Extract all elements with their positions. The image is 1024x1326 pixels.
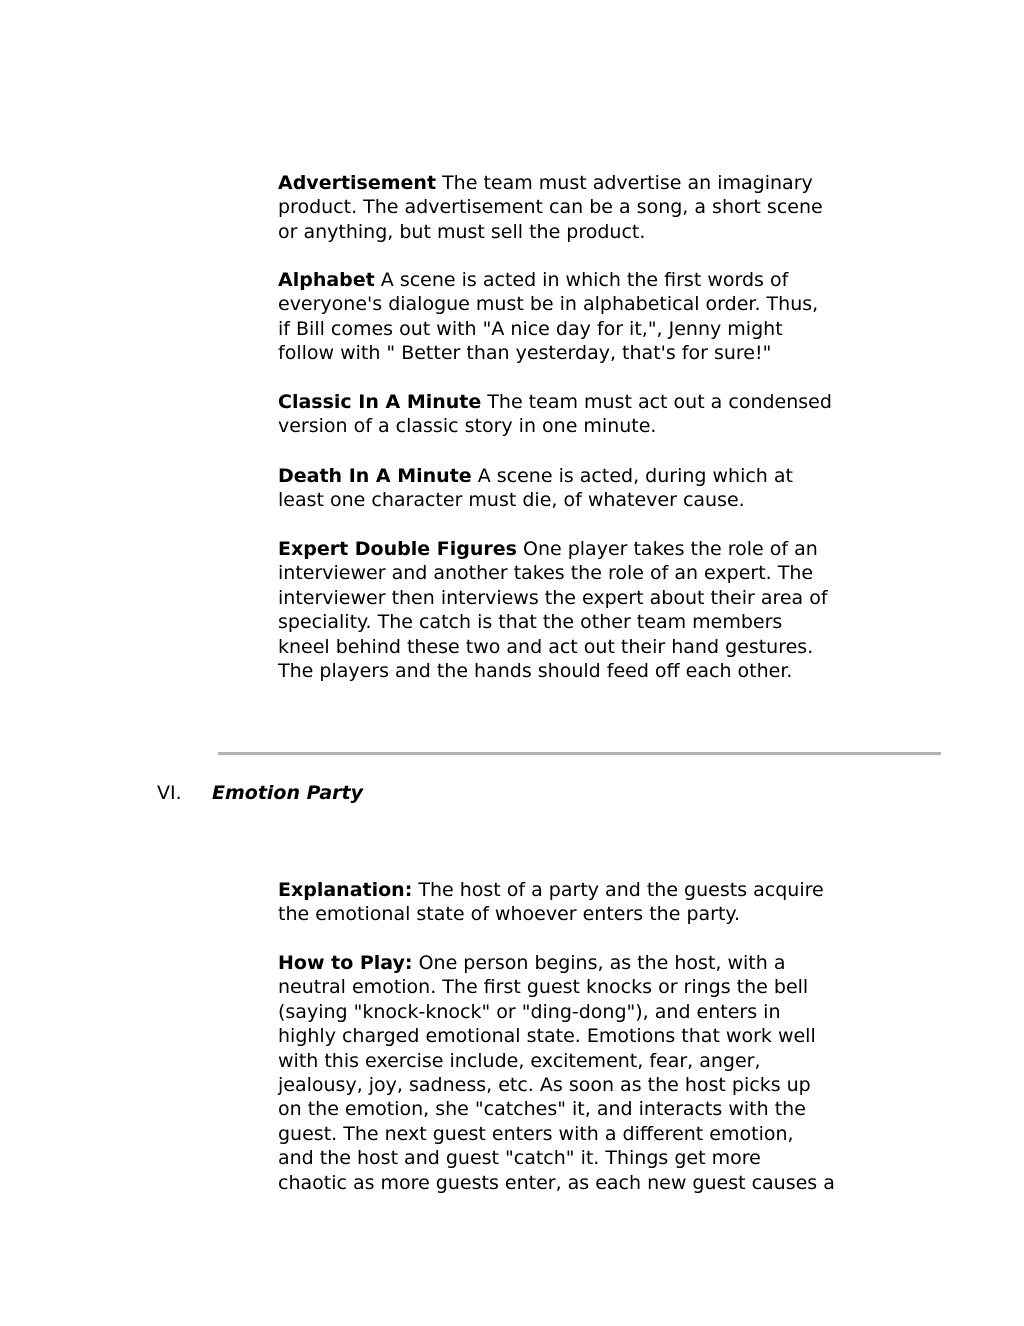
- entry-text: with this exercise include, excitement, fear, anger,: [278, 1049, 761, 1072]
- entry-text: A scene is acted in which the first words of: [374, 269, 789, 291]
- entry-text: jealousy, joy, sadness, etc. As soon as the host picks up: [278, 1074, 811, 1097]
- entry-text: chaotic as more guests enter, as each new guest causes a: [278, 1171, 835, 1194]
- entry-text: the emotional state of whoever enters the party.: [278, 903, 740, 926]
- entry-term: Death In A Minute: [278, 465, 472, 487]
- entry-text: speciality. The catch is that the other team members: [278, 611, 783, 634]
- entry-text: on the emotion, she "catches" it, and interacts with the: [278, 1098, 806, 1121]
- entry-text: least one character must die, of whatever cause.: [278, 489, 745, 512]
- entry-text: kneel behind these two and act out their hand gestures.: [278, 635, 814, 658]
- entry-text: and the host and guest "catch" it. Things get more: [278, 1147, 761, 1170]
- section-title: Emotion Party: [212, 782, 363, 804]
- entry-text: The host of a party and the guests acquire: [412, 879, 824, 901]
- entry-term: Advertisement: [278, 172, 437, 194]
- entry-term: Explanation:: [278, 879, 413, 901]
- entry-text: if Bill comes out with "A nice day for it,", Jenny might: [278, 317, 783, 340]
- entry-text: interviewer then interviews the expert about their area of: [278, 586, 828, 609]
- section-number: VI.: [157, 782, 182, 804]
- entry-text: guest. The next guest enters with a different emotion,: [278, 1122, 794, 1145]
- entry-classic-in-a-minute: [278, 390, 878, 439]
- entry-text: highly charged emotional state. Emotions that work well: [278, 1025, 816, 1048]
- entry-text: The team must act out a condensed: [481, 391, 832, 413]
- entry-term: How to Play:: [278, 952, 413, 974]
- entry-text: follow with " Better than yesterday, that's for sure!": [278, 342, 772, 365]
- entry-text: neutral emotion. The first guest knocks or rings the bell: [278, 976, 809, 999]
- entry-text: The players and the hands should feed off each other.: [278, 660, 793, 683]
- entry-how-to-play: [278, 951, 878, 1195]
- entry-text: A scene is acted, during which at: [471, 465, 793, 487]
- entry-term: Alphabet: [278, 269, 375, 291]
- entry-text: (saying "knock-knock" or "ding-dong"), and enters in: [278, 1000, 781, 1023]
- entry-text: The team must advertise an imaginary: [436, 172, 813, 194]
- entry-term: Expert Double Figures: [278, 538, 517, 560]
- section-divider: [218, 752, 941, 755]
- entry-alphabet: [278, 268, 878, 366]
- entry-text: or anything, but must sell the product.: [278, 220, 646, 243]
- entry-death-in-a-minute: [278, 464, 878, 513]
- entry-explanation: [278, 878, 878, 927]
- entry-advertisement: [278, 171, 878, 244]
- entry-text: product. The advertisement can be a song, a short scene: [278, 196, 823, 219]
- entry-text: One person begins, as the host, with a: [412, 952, 786, 974]
- entry-term: Classic In A Minute: [278, 391, 482, 413]
- entry-text: everyone's dialogue must be in alphabetical order. Thus,: [278, 293, 819, 316]
- entry-text: version of a classic story in one minute.: [278, 415, 657, 438]
- entry-expert-double-figures: [278, 537, 878, 683]
- entry-text: One player takes the role of an: [516, 538, 818, 560]
- entry-text: interviewer and another takes the role of an expert. The: [278, 562, 814, 585]
